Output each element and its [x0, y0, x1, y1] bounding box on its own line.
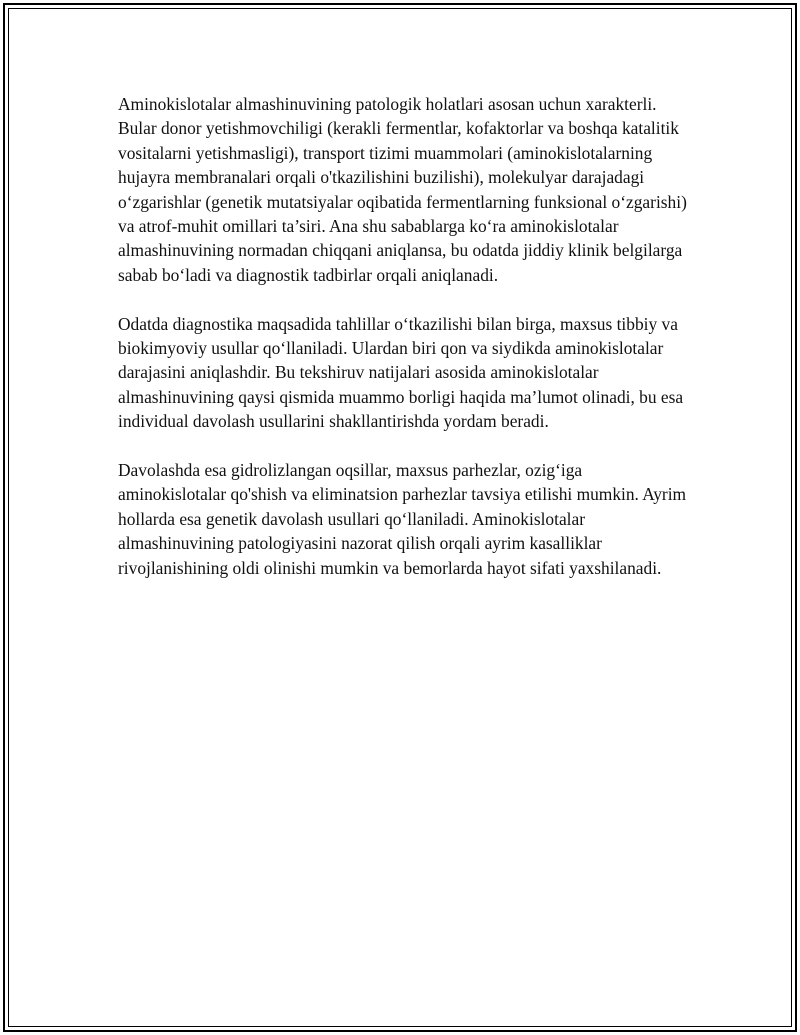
paragraph-1: Aminokislotalar almashinuvining patologik holatlari asosan uchun xarakterli. Bular donor yetishmovchiligi (kerakli fermentlar, kofaktorlar va boshqa katalitik vositalarni yetishmasligi), transport tizimi muammolari (aminokislotalarning hujayra membranalari orqali o'tkazilishini buzilishi), molekulyar darajadagi o‘zgarishlar (genetik mutatsiyalar oqibatida fermentlarning funksional o‘zgarishi) va atrof-muhit omillari ta’siri. Ana shu sabablarga ko‘ra aminokislotalar almashinuvining normadan chiqqani aniqlansa, bu odatda jiddiy klinik belgilarga sabab bo‘ladi va diagnostik tadbirlar orqali aniqlanadi. [118, 94, 687, 285]
document-body [118, 92, 693, 604]
paragraph-2: Odatda diagnostika maqsadida tahlillar o‘tkazilishi bilan birga, maxsus tibbiy va biokimyoviy usullar qo‘llaniladi. Ulardan biri qon va siydikda aminokislotalar darajasini aniqlashdir. Bu tekshiruv natijalari asosida aminokislotalar almashinuvining qaysi qismida muammo borligi haqida ma’lumot olinadi, bu esa individual davolash usullarini shakllantirishda yordam beradi. [118, 313, 684, 432]
paragraph-3: Davolashda esa gidrolizlangan oqsillar, maxsus parhezlar, ozig‘iga aminokislotalar qo'shish va eliminatsion parhezlar tavsiya etilishi mumkin. Ayrim hollarda esa genetik davolash usullari qo‘llaniladi. Aminokislotalar almashinuvining patologiyasini nazorat qilish orqali ayrim kasalliklar rivojlanishining oldi olinishi mumkin va bemorlarda hayot sifati yaxshilanadi. [118, 460, 687, 578]
